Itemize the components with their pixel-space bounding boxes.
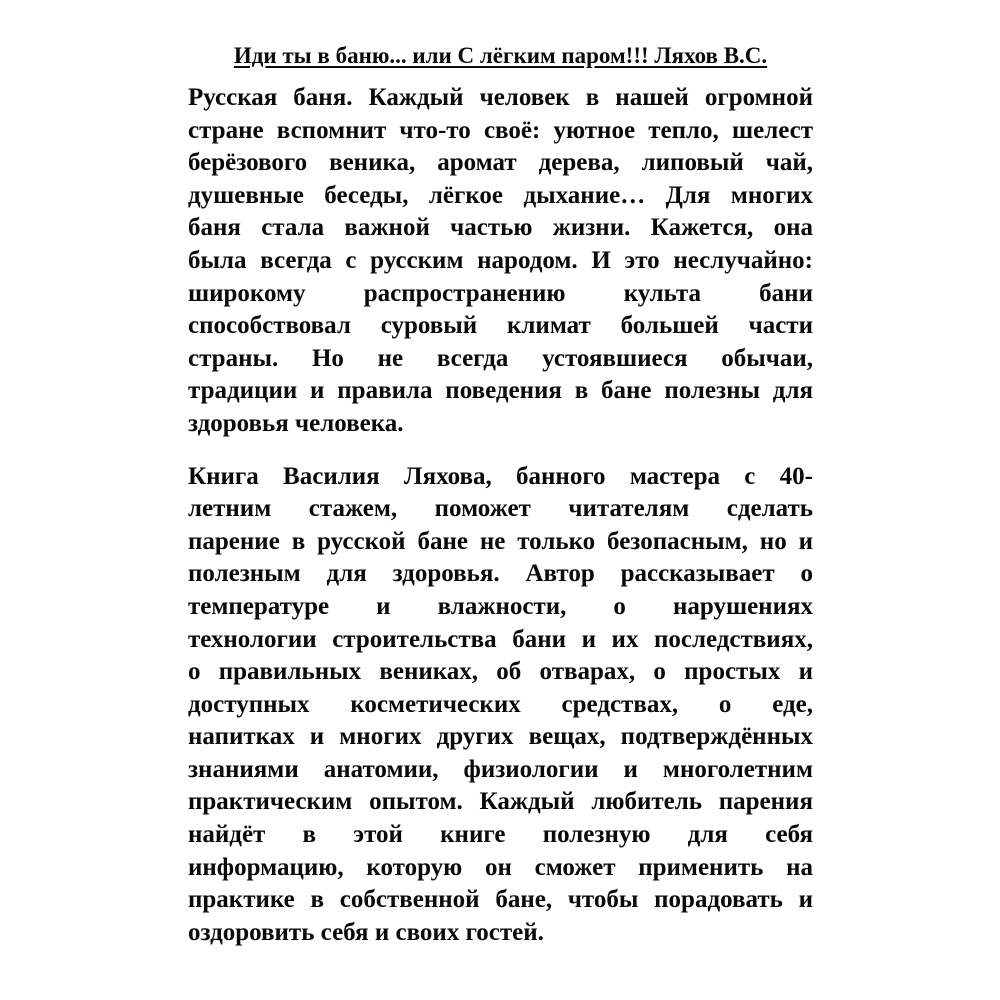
text-line: берёзового веника, аромат дерева, липовый чай, — [188, 149, 813, 177]
text-line: душевные беседы, лёгкое дыхание… Для многих — [188, 181, 813, 209]
text-line: оздоровить себя и своих гостей. — [188, 918, 544, 946]
text-line: найдёт в этой книге полезную для себя — [188, 821, 813, 849]
text-line: стране вспомнит что-то своё: уютное тепло, шелест — [188, 116, 813, 144]
text-line: широкому распространению культа бани — [188, 279, 813, 307]
paragraph-intro — [188, 82, 813, 441]
text-line: страны. Но не всегда устоявшиеся обычаи, — [188, 344, 813, 372]
text-line: Русская баня. Каждый человек в нашей огромной — [188, 84, 813, 111]
text-line: информацию, которую он сможет применить на — [188, 853, 813, 881]
text-line: о правильных вениках, об отварах, о простых и — [188, 658, 813, 686]
text-line: практике в собственной бане, чтобы порадовать и — [188, 886, 813, 914]
paragraph-book-description — [188, 461, 813, 950]
document-page — [188, 40, 813, 949]
text-line: доступных косметических средствах, о еде, — [188, 690, 813, 718]
text-line: знаниями анатомии, физиологии и многолетним — [188, 755, 813, 783]
text-line: была всегда с русским народом. И это неслучайно: — [188, 246, 813, 274]
text-line: баня стала важной частью жизни. Кажется, она — [188, 214, 813, 242]
text-line: практическим опытом. Каждый любитель парения — [188, 788, 813, 816]
text-line: летним стажем, поможет читателям сделать — [188, 495, 813, 523]
text-line: здоровья человека. — [188, 409, 404, 437]
text-line: технологии строительства бани и их последствиях, — [188, 625, 813, 653]
document-title: Иди ты в баню... или С лёгким паром!!! Ляхов В.С. — [233, 43, 768, 68]
text-line: парение в русской бане не только безопасным, но и — [188, 527, 813, 555]
text-line: полезным для здоровья. Автор рассказывает о — [188, 560, 813, 588]
text-line: Книга Василия Ляхова, банного мастера с 40- — [188, 462, 813, 490]
text-line: температуре и влажности, о нарушениях — [188, 592, 813, 620]
text-line: традиции и правила поведения в бане полезны для — [188, 377, 813, 405]
text-line: напитках и многих других вещах, подтверждённых — [188, 723, 813, 751]
text-line: способствовал суровый климат большей части — [188, 312, 813, 340]
